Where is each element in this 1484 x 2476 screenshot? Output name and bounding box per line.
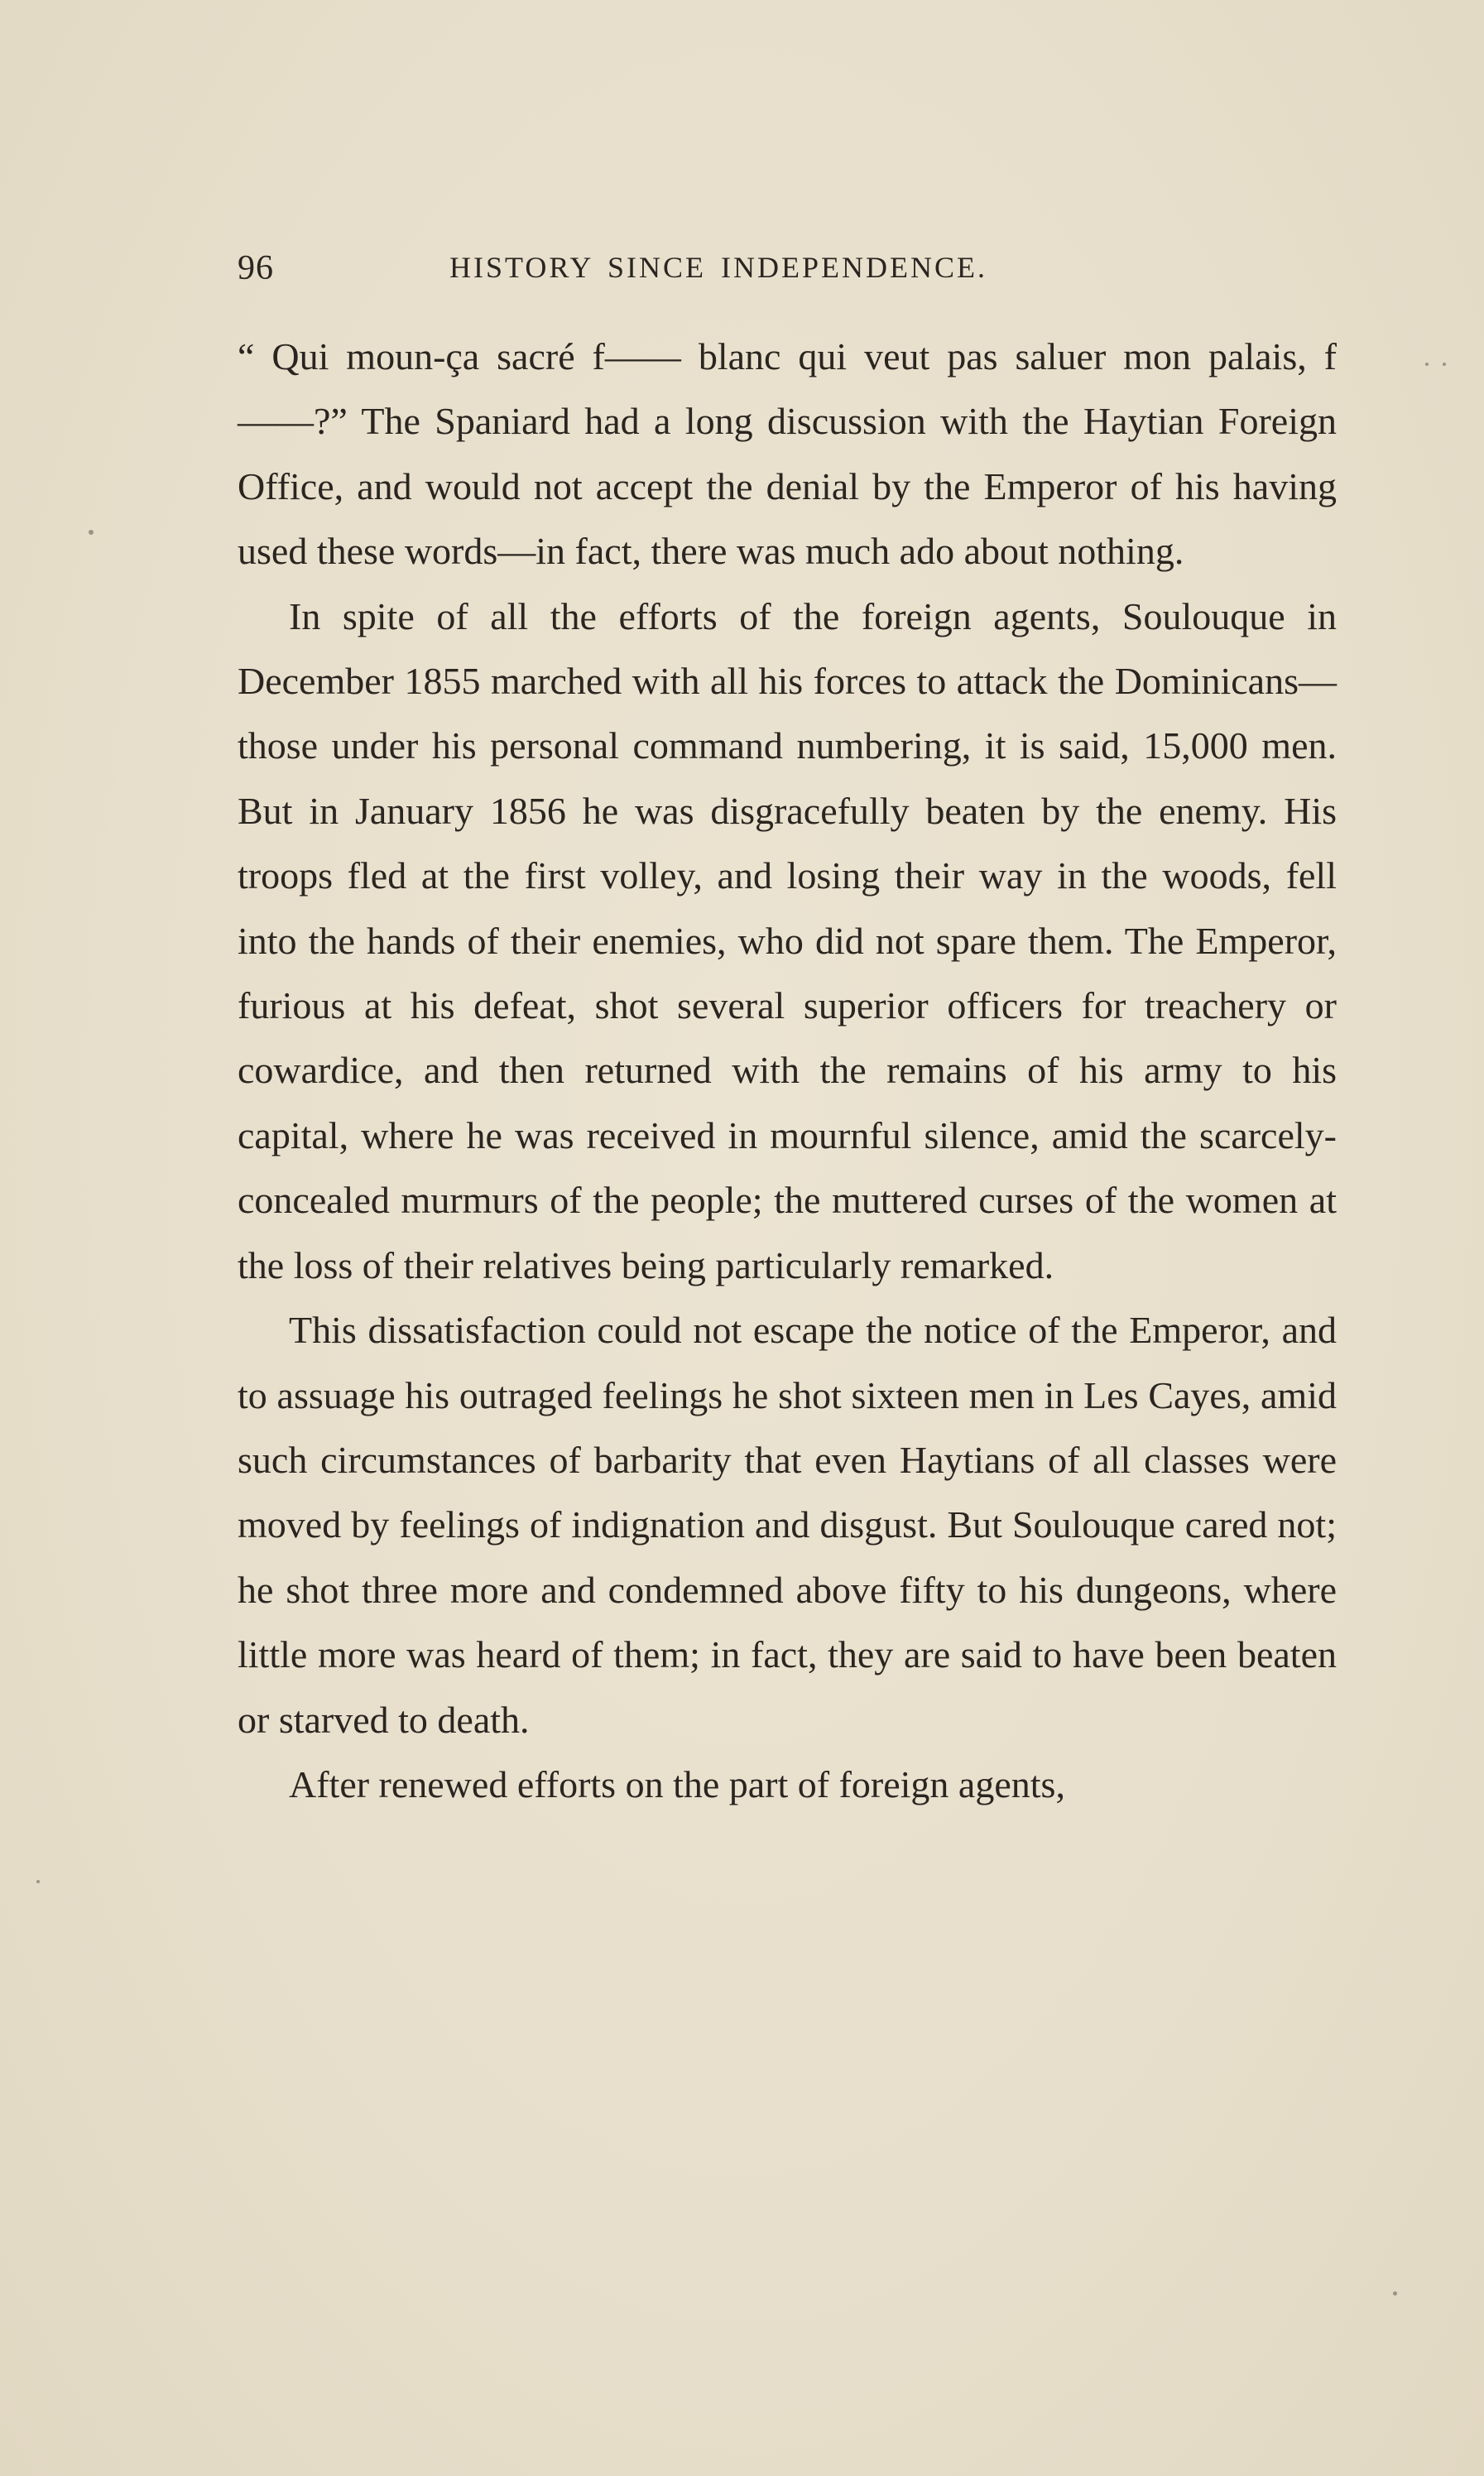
paper-speck (89, 530, 94, 535)
paper-speck (36, 1880, 40, 1883)
page-number: 96 (238, 249, 274, 287)
body-text (238, 325, 1337, 1817)
paper-speck (1425, 363, 1429, 366)
paragraph-campaign: In spite of all the efforts of the foreign agents, Soulouque in December 1855 marched with all his forces to attack the Dominicans—those under his personal command numbering, it is said, 15,000 men. But in January 1856 he was disgracefully beaten by the enemy. His troops fled at the first volley, and losing their way in the woods, fell into the hands of their enemies, who did not spare them. The Emperor, furious at his defeat, shot several superior officers for treachery or cowardice, and then returned with the remains of his army to his capital, where he was received in mournful silence, amid the scarcely-concealed murmurs of the people; the muttered curses of the women at the loss of their relatives being particularly remarked. (238, 594, 1337, 1286)
running-title: HISTORY SINCE INDEPENDENCE. (449, 251, 988, 284)
paper-speck (1443, 363, 1446, 366)
paragraph-renewed-efforts: After renewed efforts on the part of foreign agents, (289, 1762, 1065, 1805)
paragraph-continuation: “ Qui moun-ça sacré f—— blanc qui veut pas saluer mon palais, f——?” The Spaniard had a long discussion with the Haytian Foreign Office, and would not accept the denial by the Emperor of his having used these words—in fact, there was much ado about nothing. (238, 335, 1337, 573)
paper-speck (1393, 2291, 1397, 2296)
paragraph-dissatisfaction: This dissatisfaction could not escape the notice of the Emperor, and to assuage his outraged feelings he shot sixteen men in Les Cayes, amid such circumstances of barbarity that even Haytians of all classes were moved by feelings of indignation and disgust. But Soulouque cared not; he shot three more and condemned above fifty to his dungeons, where little more was heard of them; in fact, they are said to have been beaten or starved to death. (238, 1309, 1337, 1741)
running-head (238, 248, 1338, 290)
